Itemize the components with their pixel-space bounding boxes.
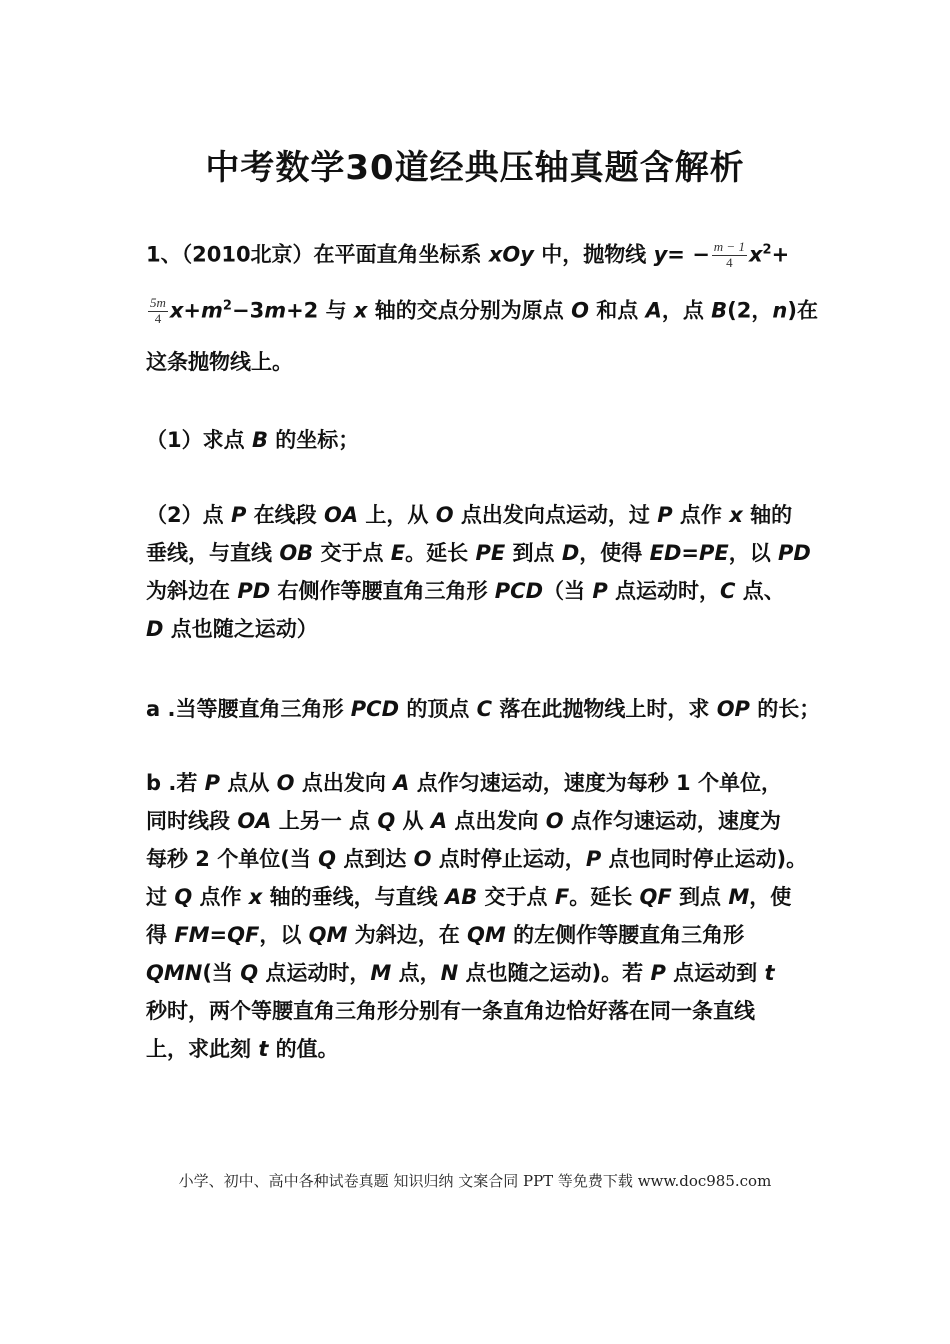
question-b-line-3: 每秒 2 个单位(当 Q 点到达 O 点时停止运动，P 点也同时停止运动)。 xyxy=(146,847,808,871)
question-1 xyxy=(146,428,818,453)
question-b-line-4: 过 Q 点作 x 轴的垂线，与直线 AB 交于点 F。延长 QF 到点 M，使 xyxy=(146,885,792,909)
question-b-line-1: b .若 P 点从 O 点出发向 A 点作匀速运动，速度为每秒 1 个单位， xyxy=(146,771,782,795)
fraction-5m-over-4: $\frac{5m}{4}$ xyxy=(150,295,166,326)
question-b-line-5: 得 FM=QF，以 QM 为斜边，在 QM 的左侧作等腰直角三角形 xyxy=(146,923,745,947)
question-2-line-2: 垂线，与直线 OB 交于点 E。延长 PE 到点 D，使得 ED=PE，以 PD xyxy=(146,541,811,565)
question-2-line-1: （2）点 P 在线段 OA 上，从 O 点出发向点运动，过 P 点作 x 轴的 xyxy=(146,503,793,527)
document-title: 中考数学30道经典压轴真题含解析 xyxy=(205,148,745,188)
problem-line-3: 这条抛物线上。 xyxy=(146,350,293,374)
question-b-line-8: 上，求此刻 t 的值。 xyxy=(146,1037,339,1061)
question-1-line: （1）求点 B 的坐标； xyxy=(146,428,360,452)
problem-statement xyxy=(146,240,818,375)
problem-line-1: 1、（2010北京）在平面直角坐标系 xOy 中，抛物线 y= − $\frac{m - 1}{4}$ $x^2+$ xyxy=(146,239,790,270)
question-b-line-6: QMN(当 Q 点运动时，M 点，N 点也随之运动)。若 P 点运动到 t xyxy=(146,961,775,985)
page-footer: 小学、初中、高中各种试卷真题 知识归纳 文案合同 PPT 等免费下载 www.doc985.com xyxy=(178,1172,772,1190)
question-b-line-2: 同时线段 OA 上另一 点 Q 从 A 点出发向 O 点作匀速运动，速度为 xyxy=(146,809,781,833)
question-b-line-7: 秒时，两个等腰直角三角形分别有一条直角边恰好落在同一条直线 xyxy=(146,999,755,1023)
question-a xyxy=(146,697,821,722)
question-2-line-4: D 点也随之运动） xyxy=(146,617,318,641)
fraction-m-minus-1-over-4: $\frac{m - 1}{4}$ xyxy=(713,239,745,270)
problem-line-2: $\frac{5m}{4}$ $x+m^2-3m+2$ 与 x 轴的交点分别为原点 O 和点 A，点 B(2，n)在 xyxy=(150,295,818,326)
question-b xyxy=(146,764,818,1068)
question-2-line-3: 为斜边在 PD 右侧作等腰直角三角形 PCD（当 P 点运动时，C 点、 xyxy=(146,579,785,603)
question-2 xyxy=(146,496,818,648)
question-a-line: a .当等腰直角三角形 PCD 的顶点 C 落在此抛物线上时，求 OP 的长； xyxy=(146,697,821,721)
